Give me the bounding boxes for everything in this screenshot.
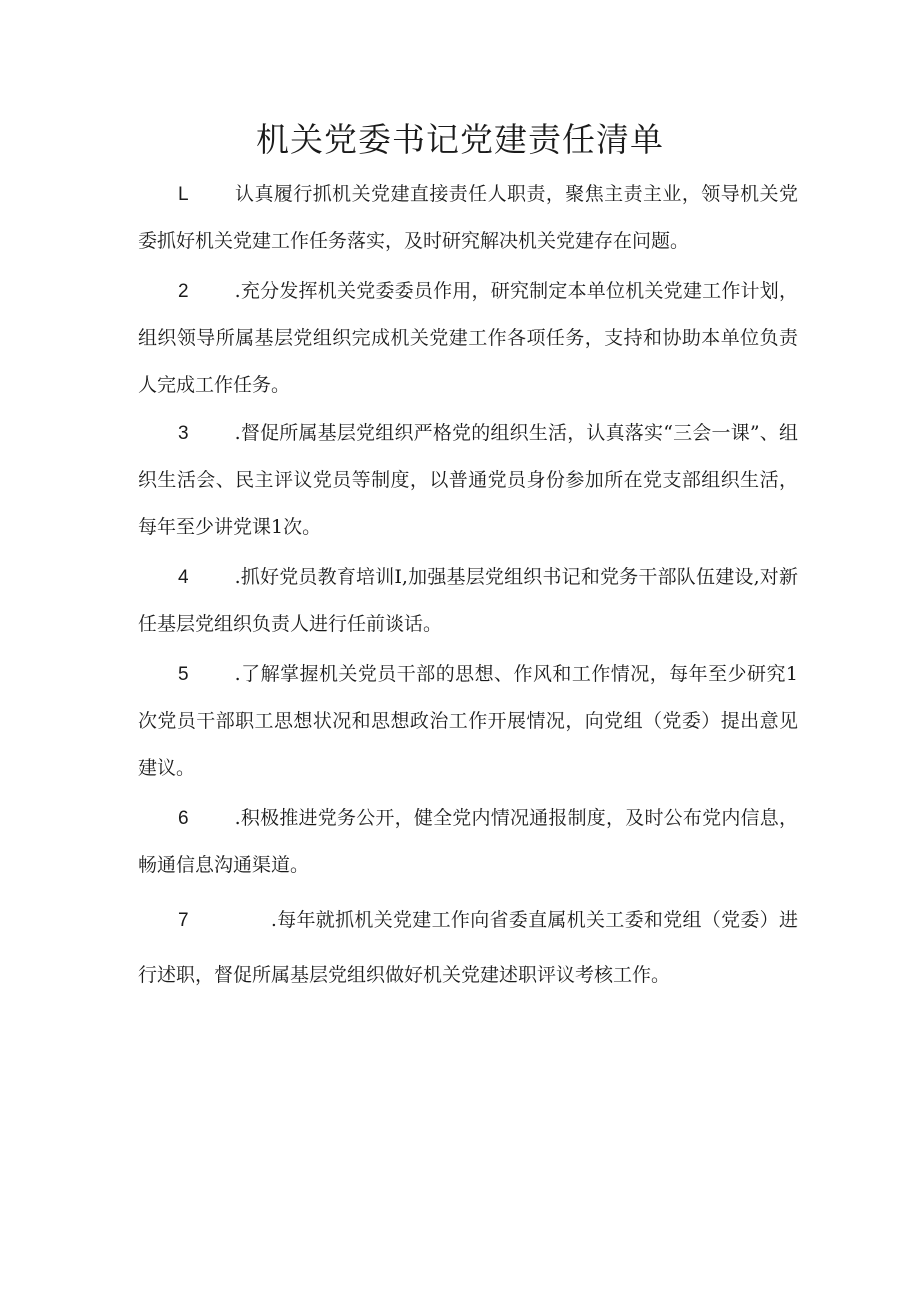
list-item [138, 554, 798, 648]
item-number: 3 [178, 423, 189, 444]
list-item [138, 268, 798, 409]
item-text: 每年就抓机关党建工作向省委直属机关工委和党组（党委）进行述职，督促所属基层党组织做好机关党建述职评议考核工作。 [138, 909, 798, 986]
item-separator: . [228, 422, 241, 444]
document-title: 机关党委书记党建责任清单 [256, 120, 664, 159]
item-number: 2 [178, 281, 189, 302]
item-text: 充分发挥机关党委委员作用，研究制定本单位机关党建工作计划，组织领导所属基层党组织完成机关党建工作各项任务，支持和协助本单位负责人完成工作任务。 [138, 280, 798, 396]
item-number: 6 [178, 808, 189, 829]
item-number: 5 [178, 664, 189, 685]
item-separator [189, 171, 235, 218]
item-separator: . [228, 280, 241, 302]
list-item [138, 171, 798, 265]
item-number: 4 [178, 567, 189, 588]
item-number: 7 [178, 910, 189, 931]
item-text: 督促所属基层党组织严格党的组织生活，认真落实“三会一课”、组织生活会、民主评议党员等制度，以普通党员身份参加所在党支部组织生活，每年至少讲党课1次。 [138, 422, 798, 538]
list-item [138, 410, 798, 551]
item-separator: . [228, 566, 241, 588]
item-separator: . [228, 663, 241, 685]
item-text: 了解掌握机关党员干部的思想、作风和工作情况，每年至少研究1次党员干部职工思想状况和思想政治工作开展情况，向党组（党委）提出意见建议。 [138, 663, 798, 779]
item-separator: . [228, 807, 241, 829]
list-item [138, 651, 798, 792]
list-item [138, 795, 798, 889]
item-text: 抓好党员教育培训I,加强基层党组织书记和党务干部队伍建设,对新任基层党组织负责人进行任前谈话。 [138, 566, 798, 635]
item-text: 认真履行抓机关党建直接责任人职责，聚焦主责主业，领导机关党委抓好机关党建工作任务落实，及时研究解决机关党建存在问题。 [138, 183, 798, 252]
item-number: L [178, 184, 189, 205]
item-separator: . [228, 909, 277, 931]
list-item [138, 893, 798, 1002]
item-text: 积极推进党务公开，健全党内情况通报制度，及时公布党内信息，畅通信息沟通渠道。 [138, 807, 798, 876]
